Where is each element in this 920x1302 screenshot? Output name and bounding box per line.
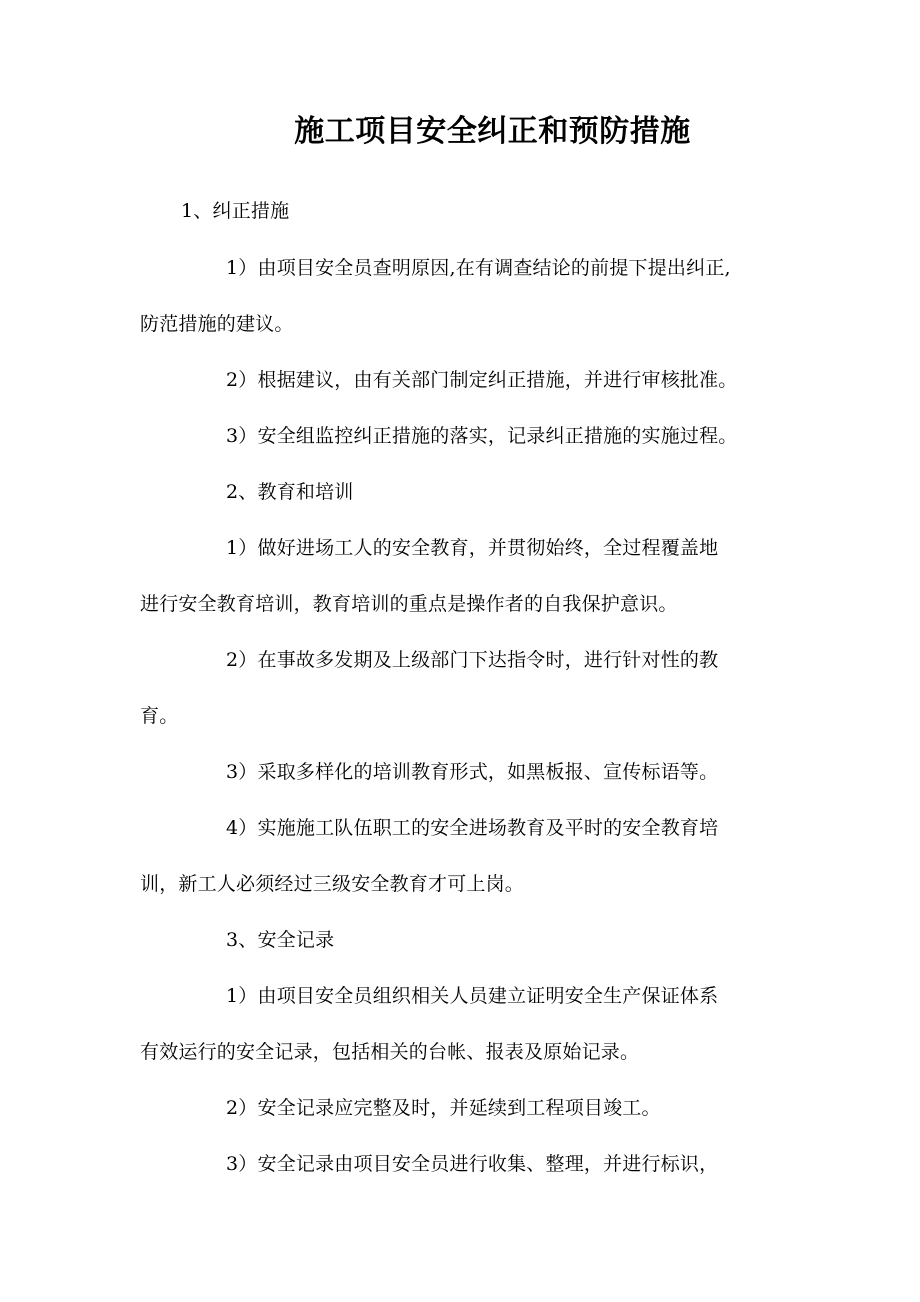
section-heading-corrective-measures: 1、纠正措施 <box>181 200 290 222</box>
paragraph-line: 1）由项目安全员查明原因,在有调查结论的前提下提出纠正, <box>226 257 731 279</box>
section-heading-education-training: 2、教育和培训 <box>226 481 354 503</box>
paragraph-line: 3）安全组监控纠正措施的落实，记录纠正措施的实施过程。 <box>226 425 738 447</box>
paragraph-line: 4）实施施工队伍职工的安全进场教育及平时的安全教育培 <box>226 817 719 839</box>
paragraph-line: 防范措施的建议。 <box>140 313 294 335</box>
paragraph-line: 3）安全记录由项目安全员进行收集、整理，并进行标识， <box>226 1153 719 1175</box>
paragraph-line: 2）根据建议，由有关部门制定纠正措施，并进行审核批准。 <box>226 369 738 391</box>
paragraph-line: 1）由项目安全员组织相关人员建立证明安全生产保证体系 <box>226 985 719 1007</box>
paragraph-line: 1）做好进场工人的安全教育，并贯彻始终，全过程覆盖地 <box>226 537 719 559</box>
paragraph-line: 2）安全记录应完整及时，并延续到工程项目竣工。 <box>226 1097 661 1119</box>
section-heading-safety-records: 3、安全记录 <box>226 929 335 951</box>
paragraph-line: 进行安全教育培训，教育培训的重点是操作者的自我保护意识。 <box>140 593 678 615</box>
paragraph-line: 有效运行的安全记录，包括相关的台帐、报表及原始记录。 <box>140 1041 640 1063</box>
paragraph-line: 育。 <box>140 705 179 727</box>
paragraph-line: 2）在事故多发期及上级部门下达指令时，进行针对性的教 <box>226 649 719 671</box>
paragraph-line: 训，新工人必须经过三级安全教育才可上岗。 <box>140 873 525 895</box>
document-title: 施工项目安全纠正和预防措施 <box>294 114 691 149</box>
paragraph-line: 3）采取多样化的培训教育形式，如黑板报、宣传标语等。 <box>226 761 719 783</box>
